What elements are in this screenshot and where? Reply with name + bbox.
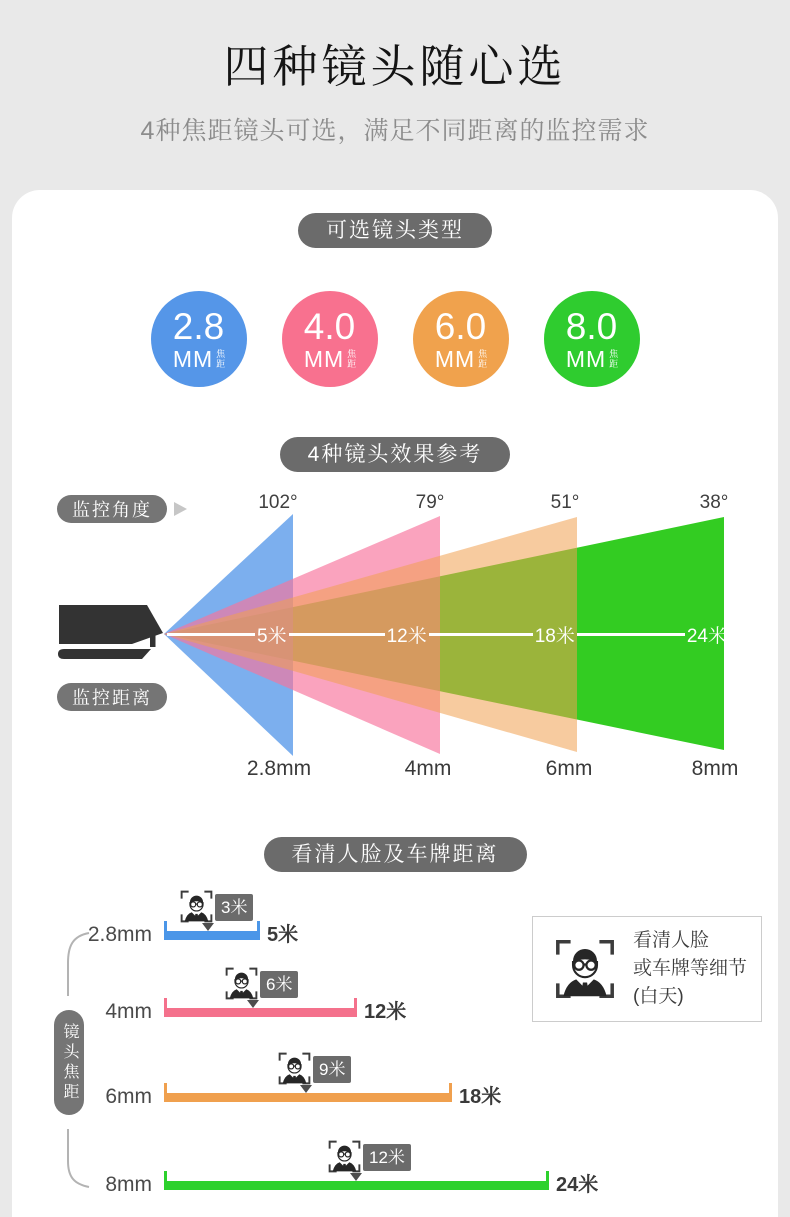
axis-label-pill <box>54 1010 84 1115</box>
down-triangle-icon <box>247 1000 259 1008</box>
legend-line-3: (白天) <box>633 986 684 1007</box>
down-triangle-icon <box>350 1173 362 1181</box>
face-distance-badge: 3米 <box>215 894 253 921</box>
angle-label-2.8mm: 102° <box>258 492 298 513</box>
legend-text <box>633 927 747 1011</box>
axis-label: 镜头焦距 <box>61 1022 78 1103</box>
lens-tag: 焦距 <box>477 348 488 369</box>
axis-line <box>577 633 685 636</box>
angle-label-4mm: 79° <box>415 492 445 513</box>
angle-badge: 监控角度 <box>57 495 167 523</box>
focal-label-2.8mm: 2.8mm <box>246 757 312 780</box>
lens-unit: MM <box>303 345 345 372</box>
effect-diagram <box>12 486 778 786</box>
distance-axis <box>167 622 729 646</box>
lens-circle-row <box>12 291 778 387</box>
play-arrow-icon <box>174 502 187 516</box>
lens-value: 6.0 <box>434 305 487 347</box>
bar-6mm <box>164 1093 452 1102</box>
section-pill-face-distance: 看清人脸及车牌距离 <box>264 837 527 872</box>
distance-18m: 18米 <box>534 625 575 647</box>
max-distance-6mm: 18米 <box>459 1086 502 1108</box>
angle-label-8mm: 38° <box>699 492 729 513</box>
bar-8mm <box>164 1181 549 1190</box>
distance-12m: 12米 <box>386 625 427 647</box>
max-distance-8mm: 24米 <box>556 1174 599 1196</box>
focal-label-6mm: 6mm <box>545 757 593 780</box>
max-distance-4mm: 12米 <box>364 1001 407 1023</box>
lens-circle-8.0mm <box>544 291 640 387</box>
camera-icon <box>52 596 167 666</box>
page-header <box>0 0 790 146</box>
section-pill-effect: 4种镜头效果参考 <box>280 437 511 472</box>
axis-line <box>429 633 533 636</box>
max-distance-2.8mm: 5米 <box>267 924 299 946</box>
focal-label-4mm: 4mm <box>404 757 452 780</box>
lens-circle-2.8mm <box>151 291 247 387</box>
bar-4mm <box>164 1008 357 1017</box>
axis-line <box>167 633 255 636</box>
page-title: 四种镜头随心选 <box>223 41 567 92</box>
lens-unit: MM <box>434 345 476 372</box>
lens-circle-4.0mm <box>282 291 378 387</box>
lens-unit: MM <box>172 345 214 372</box>
face-distance-badge: 12米 <box>363 1144 411 1171</box>
focal-label-8mm: 8mm <box>691 757 739 780</box>
legend-box <box>532 916 762 1022</box>
lens-value: 4.0 <box>303 305 356 347</box>
down-triangle-icon <box>300 1085 312 1093</box>
face-focus-icon <box>179 889 214 924</box>
bar-2.8mm <box>164 931 260 940</box>
face-distance-chart <box>12 883 778 1217</box>
legend-line-2: 或车牌等细节 <box>633 958 748 979</box>
lens-tag: 焦距 <box>346 348 357 369</box>
page-subtitle: 4种焦距镜头可选，满足不同距离的监控需求 <box>140 117 650 145</box>
down-triangle-icon <box>202 923 214 931</box>
face-distance-badge: 9米 <box>313 1056 351 1083</box>
face-focus-icon <box>327 1139 362 1174</box>
lens-value: 8.0 <box>565 305 618 347</box>
legend-line-1: 看清人脸 <box>633 930 710 951</box>
face-distance-badge: 6米 <box>260 971 298 998</box>
distance-badge: 监控距离 <box>57 683 167 711</box>
lens-tag: 焦距 <box>608 348 619 369</box>
face-focus-icon <box>224 966 259 1001</box>
content-card <box>12 190 778 1217</box>
face-focus-icon <box>277 1051 312 1086</box>
row-label-6mm: 6mm <box>105 1085 152 1108</box>
section-pill-lens-types: 可选镜头类型 <box>298 213 492 248</box>
lens-unit: MM <box>565 345 607 372</box>
angle-label-6mm: 51° <box>550 492 580 513</box>
face-focus-icon <box>553 937 617 1001</box>
axis-line <box>289 633 385 636</box>
row-label-8mm: 8mm <box>105 1173 152 1196</box>
distance-24m: 24米 <box>686 625 727 647</box>
distance-5m: 5米 <box>257 625 287 647</box>
row-label-4mm: 4mm <box>105 1000 152 1023</box>
lens-value: 2.8 <box>172 305 225 347</box>
lens-circle-6.0mm <box>413 291 509 387</box>
row-label-2.8mm: 2.8mm <box>87 923 152 946</box>
lens-tag: 焦距 <box>215 348 226 369</box>
